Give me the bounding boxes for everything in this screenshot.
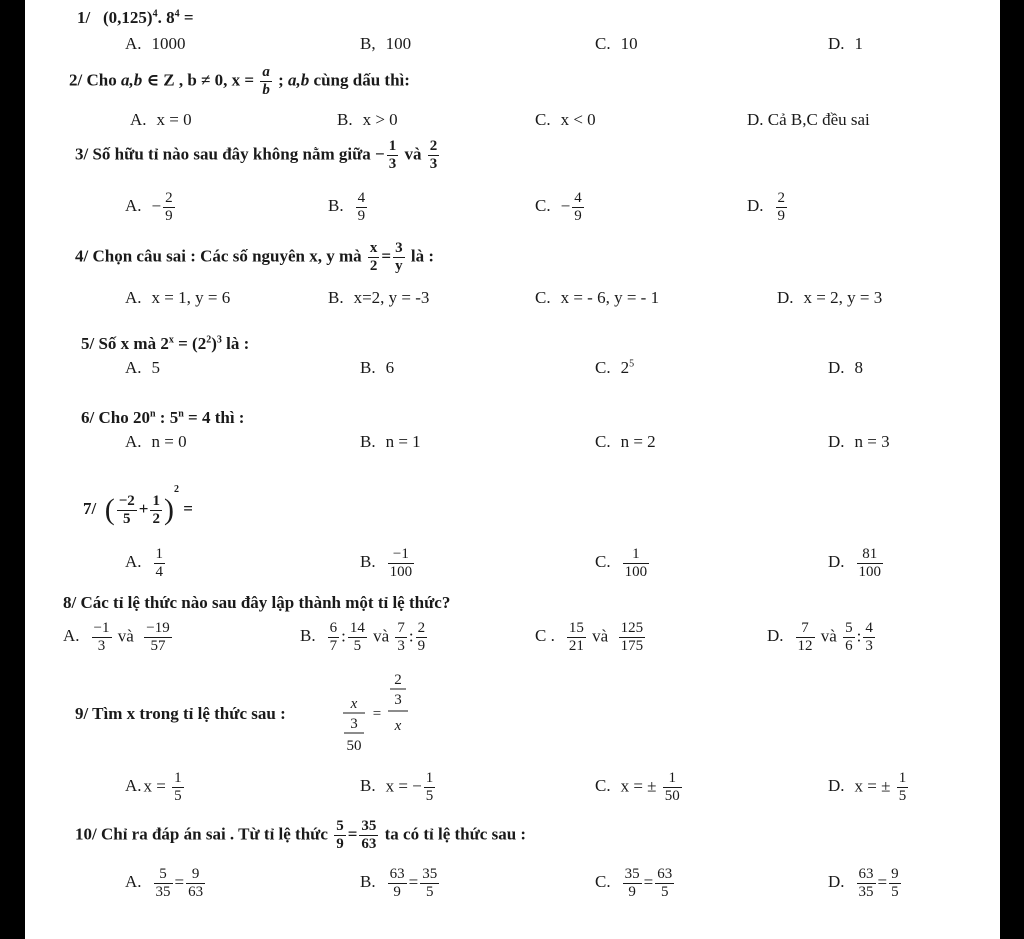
denominator: 6 [845,638,853,654]
numerator: 1 [174,770,182,786]
denominator: 63 [361,836,377,852]
q8-option-b[interactable]: B. $\frac{6}{7}$ : $\frac{14}{5}$ và $\frac{7}{3}$ : $\frac{2}{9}$ [300,620,426,654]
numerator: 63 [389,866,405,882]
denominator: 12 [797,638,813,654]
numerator: 7 [796,620,815,638]
denominator: 9 [393,884,401,900]
option-label: D. [767,626,784,646]
q9-option-a[interactable] [125,770,186,805]
q3-fraction-2 [428,138,440,173]
q6-d-value: n = 3 [854,432,890,451]
denominator: 5 [123,510,131,527]
question-8 [63,593,450,613]
denominator: b [262,82,270,98]
numerator: 3 [395,240,403,256]
and-word: và [820,626,837,646]
q1-c-value: 10 [620,34,638,53]
option-label: B. [328,288,344,307]
option-label: D. [747,196,764,216]
q2-option-c[interactable] [535,110,596,130]
q2-option-a[interactable] [130,110,192,130]
q6-sup1: n [149,408,156,420]
q10-option-b[interactable]: B. $\frac{63}{9}$ = $\frac{35}{5}$ [360,866,438,900]
q5-tail: là : [221,334,250,353]
option-label: D. [828,432,845,451]
denominator: 5 [425,788,434,804]
denominator: 9 [574,208,582,224]
question-9 [75,704,286,724]
option-label: B. [360,432,376,451]
option-label: B. [360,872,376,892]
question-2 [69,64,410,99]
q6-mid: : 5 [155,408,179,427]
option-label: C. [595,34,611,53]
q7-fraction-1 [117,493,137,528]
and-word: và [592,626,609,646]
q10-a-fraction-1 [154,866,173,901]
q10-b-fraction-2 [420,866,439,901]
question-1 [77,8,194,28]
q2-fraction [260,64,272,99]
option-label: A. [130,110,147,129]
q10-a-fraction-2 [186,866,205,901]
q9-d-prefix: x = ± [854,776,895,796]
option-label: A. [125,34,142,53]
q3-d-fraction [776,190,788,225]
numerator: 1 [425,770,434,786]
q10-option-a[interactable]: A. $\frac{5}{35}$ = $\frac{9}{63}$ [125,866,204,900]
q9-option-c[interactable] [595,770,684,805]
q3-option-d[interactable] [747,190,789,225]
numerator: 9 [891,866,899,882]
q4-a-value: x = 1, y = 6 [151,288,231,307]
q9-a-prefix: x = [143,776,171,796]
q2-option-d[interactable] [747,110,870,130]
q10-fraction-2 [359,818,378,853]
q1-expr: (0,125) [102,8,153,27]
q8-option-c[interactable] [535,620,647,655]
q3-b-fraction [356,190,368,225]
q1-power2: 4 [174,8,180,20]
q4-option-a[interactable] [125,288,230,308]
q9-b-prefix: x = − [385,776,422,796]
q2-c-value: x < 0 [560,110,596,129]
option-label: A. [125,872,142,892]
q1-b-value: 100 [385,34,412,53]
numerator: 35 [361,818,377,834]
option-label: C. [595,432,611,451]
numerator: −1 [93,620,110,636]
q7-option-a[interactable] [125,546,167,581]
q1-number: 1/ [77,8,91,27]
denominator: y [395,258,403,274]
q10-c-fraction-1 [623,866,642,901]
denominator: 63 [188,884,204,900]
svg-text:x: x [350,696,358,712]
denominator: 3 [397,638,405,654]
numerator: 6 [329,620,338,636]
option-label: A. [125,358,142,377]
denominator: 5 [353,638,362,654]
q5-option-d[interactable] [828,358,863,378]
right-paren: ) [163,493,174,527]
option-label: A. [63,626,80,646]
q8-d-fraction-2 [843,620,855,655]
q6-text: 6/ Cho 20 [81,408,150,427]
q4-fraction-1 [368,240,380,275]
q8-option-a[interactable] [63,620,174,655]
option-label: B. [337,110,353,129]
option-label: C . [535,626,555,646]
q4-d-value: x = 2, y = 3 [803,288,883,307]
numerator: a [262,64,270,80]
q3-and: và [400,144,426,164]
denominator: 4 [155,564,164,580]
question-7 [83,484,193,528]
svg-text:x: x [394,718,402,734]
option-label: A. [125,552,142,572]
numerator: 2 [777,190,786,206]
q5-b-value: 6 [385,358,395,377]
q7-c-fraction [623,546,650,581]
q2-option-b[interactable] [337,110,398,130]
numerator: 4 [357,190,366,206]
option-label: B. [360,552,376,572]
q1-option-c[interactable] [595,34,638,54]
option-label: B. [300,626,316,646]
q5-option-b[interactable] [360,358,394,378]
svg-text:3: 3 [350,716,358,732]
option-label: D. [828,872,845,892]
option-label: D. [828,552,845,572]
q4-option-b[interactable] [328,288,429,308]
option-label: B. [360,776,376,796]
q8-a-fraction-2 [144,620,171,655]
q5-mid: = (2 [173,334,207,353]
question-3 [75,138,441,173]
denominator: 9 [417,638,426,654]
worksheet [25,0,1000,939]
question-10: 10/ Chỉ ra đáp án sai . Từ tỉ lệ thức $\frac{5}{9}$ = $\frac{35}{63}$ ta có tỉ lệ thức sau : [75,818,527,852]
q9-a-fraction [172,770,184,805]
q5-sup1: x [168,334,174,346]
q8-d-fraction-3 [863,620,875,655]
numerator: 63 [858,866,874,882]
q2-var1: a,b [120,70,143,90]
q6-sup2: n [178,408,184,420]
q3-option-a[interactable] [125,190,177,225]
numerator: 1 [898,770,907,786]
option-label: C. [595,872,611,892]
minus-sign: − [151,196,162,216]
q3-a-fraction [163,190,175,225]
and-word: và [117,626,134,646]
question-5 [81,334,249,354]
q9-equation [338,666,418,762]
q10-b-fraction-1 [388,866,407,901]
q6-c-value: n = 2 [620,432,656,451]
q10-d-fraction-2 [889,866,901,901]
svg-text:50: 50 [346,738,362,754]
denominator: 5 [425,884,434,900]
q7-option-c[interactable] [595,546,651,581]
q7-option-b[interactable] [360,546,416,581]
denominator: 9 [357,208,366,224]
option-label: B. [360,358,376,377]
numerator: 1 [663,770,682,788]
question-4 [75,240,434,275]
numerator: 4 [865,620,873,636]
q7-b-fraction [388,546,415,581]
q3-c-fraction [572,190,584,225]
q10-text: 10/ Chỉ ra đáp án sai . Từ tỉ lệ thức [75,824,333,844]
q5-sup3: 3 [216,334,222,346]
q1-mid: . 8 [157,8,175,27]
q1-option-a[interactable] [125,34,186,54]
numerator: 1 [623,546,650,564]
option-label: A. [125,432,142,451]
numerator: 125 [620,620,644,636]
q1-tail: = [179,8,194,27]
denominator: 50 [664,788,680,804]
q5-c-base: 2 [620,358,630,377]
q7-number: 7/ [83,499,97,518]
q5-option-a[interactable] [125,358,160,378]
q5-a-value: 5 [151,358,161,377]
q1-option-d[interactable] [828,34,863,54]
equals-sign: = [381,246,392,266]
option-label: C. [595,358,611,377]
numerator: 35 [422,866,438,882]
numerator: 5 [154,866,173,884]
denominator: 5 [898,788,907,804]
q9-text: 9/ Tìm x trong tỉ lệ thức sau : [75,704,286,723]
q9-c-fraction [663,770,682,805]
numerator: 1 [388,138,397,154]
numerator: 81 [857,546,884,564]
q3-option-b[interactable] [328,190,369,225]
option-label: C. [595,776,611,796]
q5-mid2: ) [211,334,217,353]
denominator: 175 [620,638,644,654]
denominator: 5 [174,788,182,804]
numerator: −2 [118,492,135,509]
option-label: A. [125,776,142,796]
numerator: −19 [146,620,170,636]
and-word: và [373,626,390,646]
minus-sign: − [560,196,571,216]
denominator: 9 [628,884,636,900]
q9-b-fraction [424,770,436,805]
numerator: 35 [624,866,640,882]
svg-text:3: 3 [394,692,402,708]
q4-fraction-2 [393,240,405,275]
denominator: 3 [97,638,106,654]
numerator: 15 [568,620,584,636]
q2-text3: ; [273,70,289,90]
numerator: 4 [574,190,582,206]
q10-d-fraction-1 [857,866,876,901]
denominator: 100 [624,564,648,580]
q9-c-prefix: x = ± [620,776,661,796]
q7-option-d[interactable] [828,546,885,581]
numerator: 1 [155,546,164,562]
q8-text: 8/ Các tỉ lệ thức nào sau đây lập thành một tỉ lệ thức? [63,593,451,612]
numerator: 2 [417,620,426,636]
option-label: C. [535,196,551,216]
q6-option-c[interactable] [595,432,656,452]
q10-c-fraction-2 [655,866,674,901]
q2-b-value: x > 0 [362,110,398,129]
q5-option-c[interactable] [595,358,634,378]
denominator: 2 [152,510,160,527]
numerator: 63 [657,866,673,882]
numerator: −1 [388,546,415,564]
option-label: C. [595,552,611,572]
q1-a-value: 1000 [151,34,186,53]
numerator: 1 [152,492,160,509]
q8-b-fraction-4 [416,620,428,655]
q9-d-fraction [897,770,909,805]
svg-text:=: = [372,706,382,722]
denominator: 5 [660,884,669,900]
q2-text2: ∈ Z , b ≠ 0, x = [142,70,259,90]
q10-option-c[interactable]: C. $\frac{35}{9}$ = $\frac{63}{5}$ [595,866,673,900]
option-label: C. [535,110,551,129]
denominator: 35 [858,884,874,900]
q5-c-sup: 5 [629,358,635,370]
numerator: 14 [349,620,365,636]
q5-sup2: 2 [206,334,212,346]
q6-a-value: n = 0 [151,432,187,451]
numerator: 5 [336,818,344,834]
q10-tail: ta có tỉ lệ thức sau : [380,824,527,844]
q6-b-value: n = 1 [385,432,421,451]
q4-tail: là : [406,246,434,266]
q2-text4: cùng dấu thì: [309,70,410,90]
denominator: 57 [150,638,166,654]
q1-option-b[interactable] [360,34,411,54]
option-label: B. [328,196,344,216]
q4-b-value: x=2, y = -3 [353,288,430,307]
q3-text: 3/ Số hữu tỉ nào sau đây không nằm giữa − [75,144,385,164]
question-6 [81,408,244,428]
q6-option-b[interactable] [360,432,421,452]
q8-d-fraction-1 [796,620,815,655]
q6-option-a[interactable] [125,432,187,452]
q9-option-b[interactable] [360,770,437,805]
left-paren: ( [104,493,115,527]
q8-b-fraction-1 [328,620,340,655]
q8-b-fraction-2 [348,620,367,655]
q4-text: 4/ Chọn câu sai : Các số nguyên x, y mà [75,246,366,266]
q4-c-value: x = - 6, y = - 1 [560,288,660,307]
q8-c-fraction-2 [619,620,646,655]
q7-power: 2 [173,484,179,495]
q8-b-fraction-3 [395,620,407,655]
denominator: 100 [858,564,882,580]
option-label: D. [777,288,794,307]
option-label: A. [125,196,142,216]
q2-var2: a,b [288,70,310,90]
denominator: 3 [429,156,438,172]
plus-sign: + [138,499,149,518]
denominator: 100 [389,564,413,580]
q5-text: 5/ Số x mà 2 [81,334,169,353]
option-label: C. [535,288,551,307]
q9-option-d[interactable] [828,770,910,805]
q7-d-fraction [857,546,884,581]
q8-a-fraction-1 [92,620,112,655]
q7-tail: = [178,499,193,518]
numerator: 9 [186,866,205,884]
q2-text: 2/ Cho [69,70,121,90]
q4-option-c[interactable] [535,288,659,308]
numerator: x [369,240,378,256]
option-label: A. [125,288,142,307]
q1-power1: 4 [152,8,158,20]
q8-option-d[interactable]: D. $\frac{7}{12}$ và $\frac{5}{6}$ : $\frac{4}{3}$ [767,620,873,654]
option-label: B, [360,34,376,53]
q4-option-d[interactable] [777,288,882,308]
svg-text:2: 2 [394,672,402,688]
numerator: 7 [397,620,405,636]
q5-d-value: 8 [854,358,864,377]
q3-option-c[interactable] [535,190,586,225]
option-label: D. [828,776,845,796]
denominator: 3 [388,156,397,172]
q2-a-value: x = 0 [156,110,192,129]
q7-fraction-2 [150,493,162,528]
numerator: 5 [845,620,853,636]
q10-fraction-1 [334,818,346,853]
denominator: 9 [777,208,786,224]
denominator: 21 [568,638,584,654]
numerator: 2 [165,190,173,206]
denominator: 9 [336,836,344,852]
q10-option-d[interactable]: D. $\frac{63}{35}$ = $\frac{9}{5}$ [828,866,899,900]
q2-d-value: D. Cả B,C đều sai [747,110,870,129]
numerator: 2 [429,138,438,154]
option-label: D. [828,358,845,377]
q7-a-fraction [154,546,166,581]
q6-option-d[interactable] [828,432,890,452]
q1-d-value: 1 [854,34,864,53]
q8-c-fraction-1 [567,620,586,655]
denominator: 7 [329,638,338,654]
denominator: 9 [165,208,173,224]
denominator: 35 [155,884,171,900]
denominator: 5 [891,884,899,900]
option-label: D. [828,34,845,53]
denominator: 3 [865,638,873,654]
q6-tail: = 4 thì : [183,408,245,427]
denominator: 2 [369,258,378,274]
q3-fraction-1 [387,138,399,173]
